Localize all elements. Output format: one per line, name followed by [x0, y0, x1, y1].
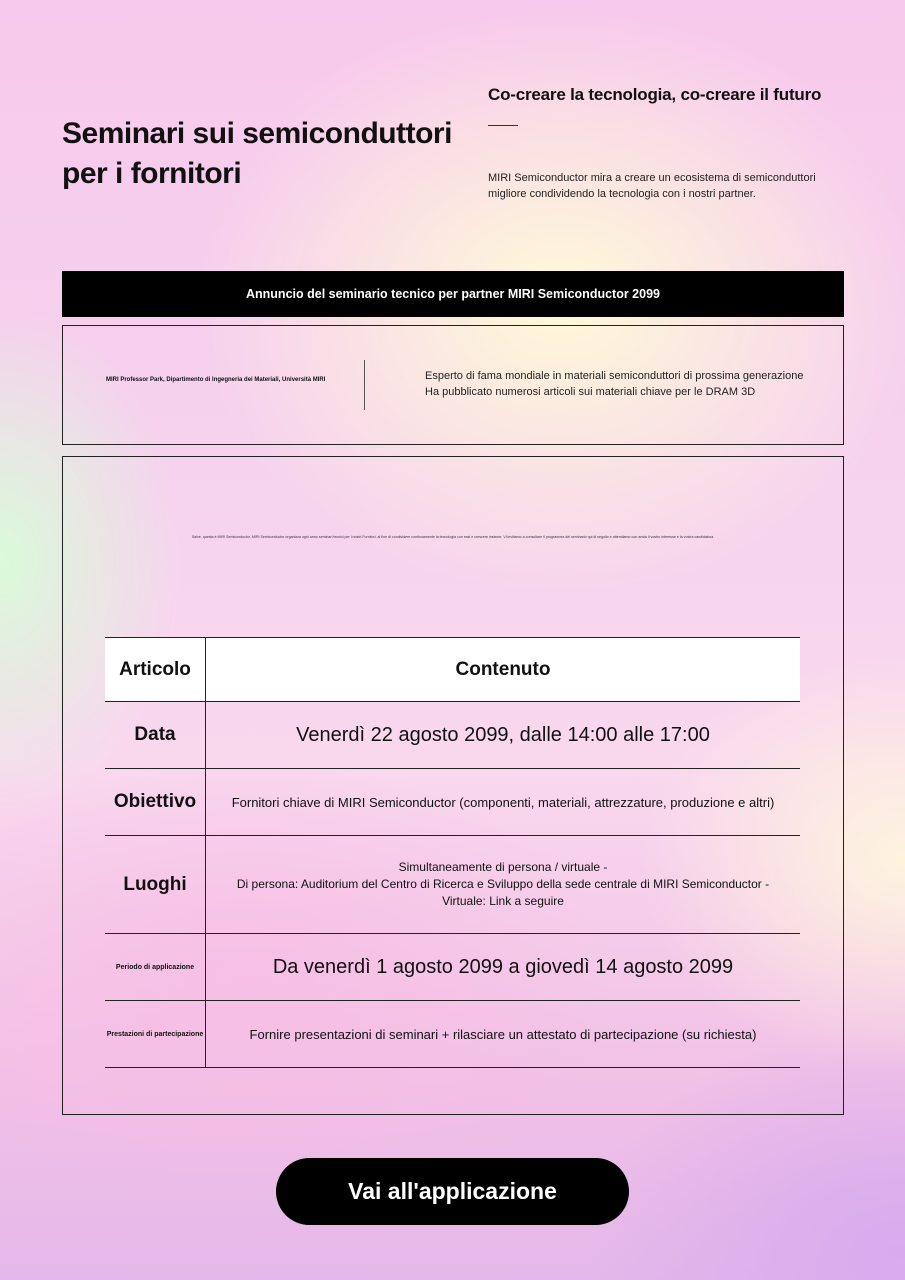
speaker-bio-line: Ha pubblicato numerosi articoli sui materiali chiave per le DRAM 3D — [425, 386, 756, 398]
row-value-objective: Fornitori chiave di MIRI Semiconductor (componenti, materiali, attrezzature, produzione e altri) — [206, 769, 801, 836]
speaker-card — [62, 325, 844, 445]
column-header-item: Articolo — [105, 638, 206, 702]
table-row — [105, 836, 800, 934]
announcement-banner: Annuncio del seminario tecnico per partner MIRI Semiconductor 2099 — [62, 271, 844, 317]
row-key-places: Luoghi — [105, 836, 206, 934]
table-header-row — [105, 638, 800, 702]
column-header-content: Contenuto — [206, 638, 801, 702]
page-title: Seminari sui semiconduttori per i fornitori — [62, 117, 452, 190]
table-row — [105, 702, 800, 769]
apply-button[interactable]: Vai all'applicazione — [276, 1158, 629, 1225]
speaker-bio-line: Esperto di fama mondiale in materiali semiconduttori di prossima generazione — [425, 370, 804, 382]
places-line: Di persona: Auditorium del Centro di Ricerca e Sviluppo della sede centrale di MIRI Semiconductor - — [236, 877, 770, 891]
slogan: Co-creare la tecnologia, co-creare il futuro — [488, 85, 822, 104]
row-value-date: Venerdì 22 agosto 2099, dalle 14:00 alle 17:00 — [206, 702, 801, 769]
seminar-info-table — [105, 637, 800, 1068]
seminar-details-card — [62, 456, 844, 1115]
row-key-objective: Obiettivo — [105, 769, 206, 836]
speaker-divider — [364, 360, 365, 410]
row-value-places — [206, 836, 801, 934]
places-line: Simultaneamente di persona / virtuale - — [398, 860, 608, 874]
table-row — [105, 1001, 800, 1068]
row-value-application-period: Da venerdì 1 agosto 2099 a giovedì 14 agosto 2099 — [206, 934, 801, 1001]
row-key-participation-benefits: Prestazioni di partecipazione — [105, 1001, 206, 1068]
places-line: Virtuale: Link a seguire — [442, 894, 564, 908]
row-value-participation-benefits: Fornire presentazioni di seminari + rilasciare un attestato di partecipazione (su richiesta) — [206, 1001, 801, 1068]
intro-text: MIRI Semiconductor mira a creare un ecosistema di semiconduttori migliore condividendo la tecnologia con i nostri partner. — [488, 172, 816, 200]
row-key-application-period: Periodo di applicazione — [105, 934, 206, 1001]
table-row — [105, 769, 800, 836]
slogan-divider — [488, 125, 518, 126]
seminar-intro-text: Salve, questa è MIRI Semiconductor. MIRI Semiconductor organizza ogni anno seminari tecnici per i nostri Fornitori, al fine di condividere continuamente la tecnologia con essi e crescere insieme. Vi invitiamo a consultare il programma del seminario qui di seguito e attendiamo con ansia il vostro interesse e la vostra candidatura. — [191, 535, 715, 539]
table-row — [105, 934, 800, 1001]
speaker-bio — [425, 368, 803, 400]
row-key-date: Data — [105, 702, 206, 769]
speaker-name: MIRI Professor Park, Dipartimento di Ingegneria dei Materiali, Università MIRI — [106, 377, 326, 383]
